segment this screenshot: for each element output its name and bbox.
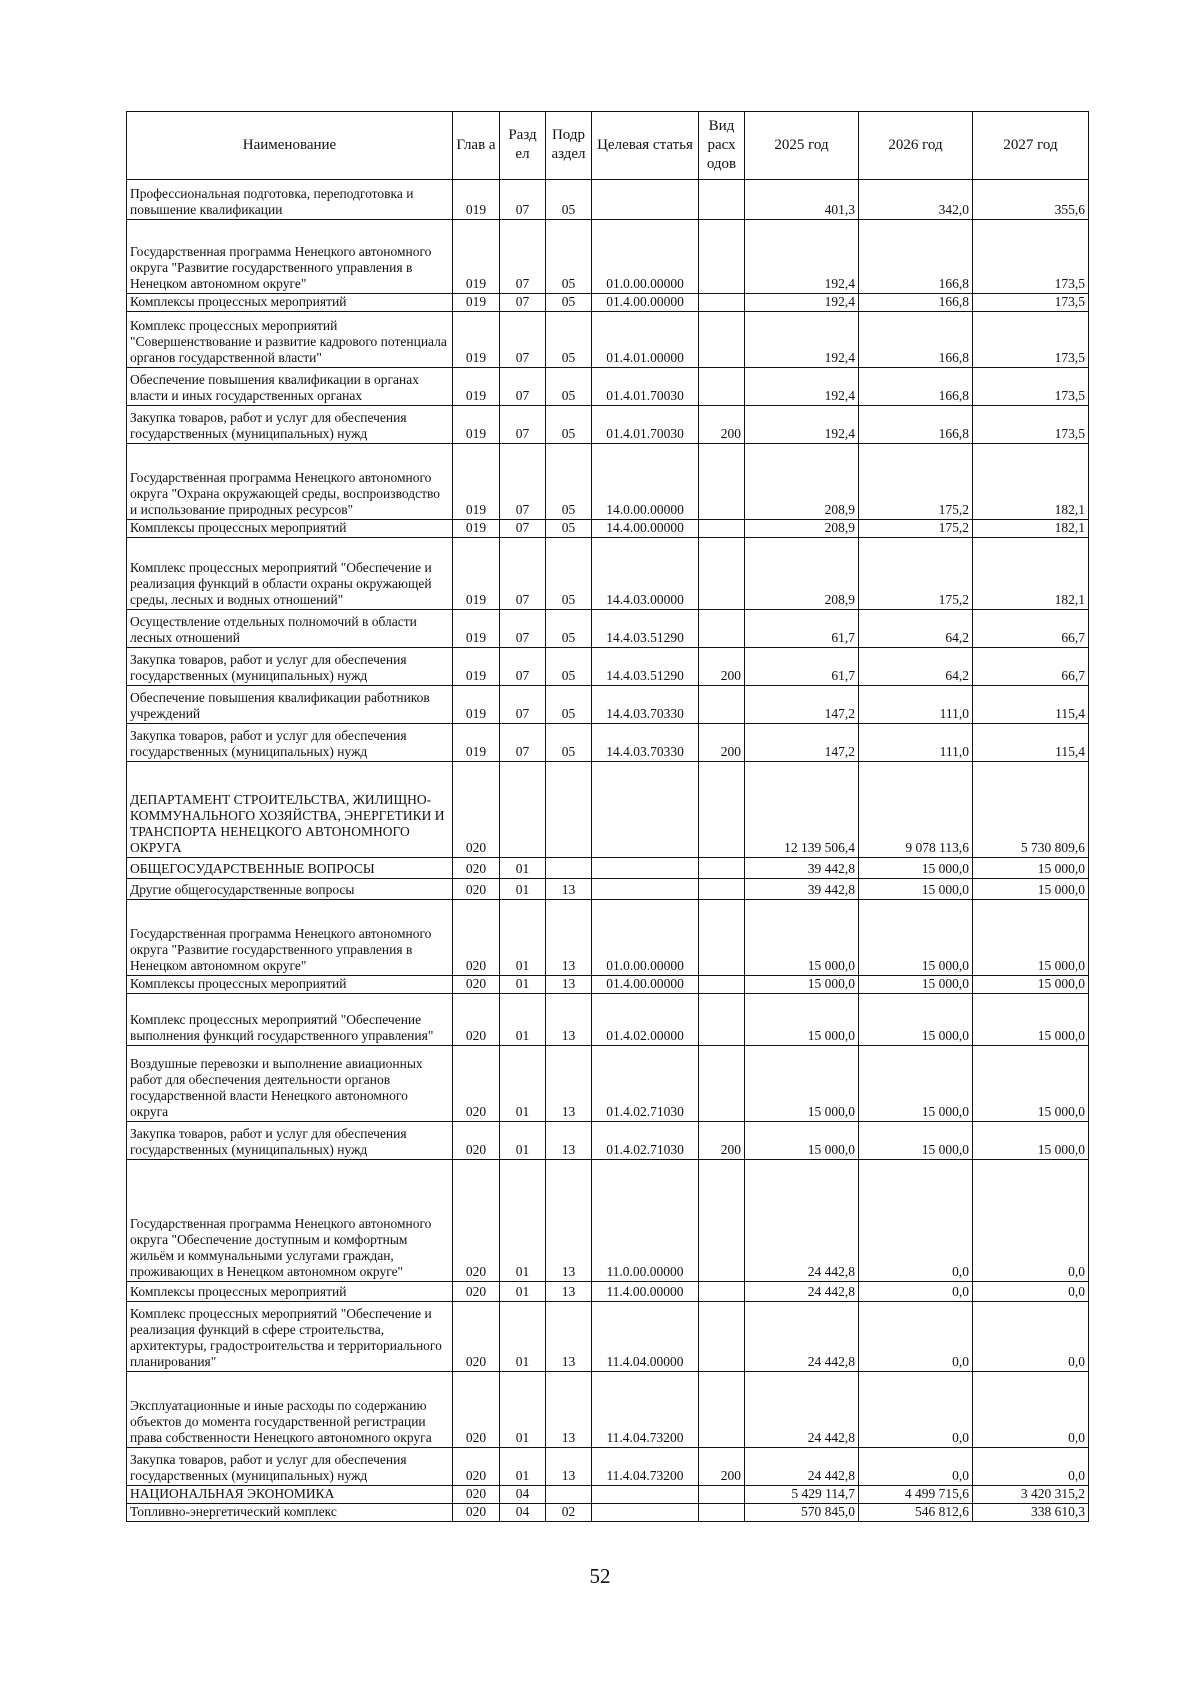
cell-2025: 15 000,0 (745, 1122, 859, 1160)
cell-podrazdel: 13 (546, 1302, 592, 1372)
cell-vid (699, 294, 745, 312)
cell-statya: 14.4.03.70330 (592, 724, 699, 762)
cell-statya: 01.4.02.71030 (592, 1122, 699, 1160)
cell-vid (699, 1486, 745, 1504)
header-podrazdel: Подр аздел (546, 112, 592, 180)
header-2025: 2025 год (745, 112, 859, 180)
table-row (127, 1486, 1089, 1504)
cell-vid (699, 976, 745, 994)
cell-vid (699, 762, 745, 858)
cell-podrazdel: 13 (546, 900, 592, 976)
header-2026: 2026 год (859, 112, 973, 180)
cell-2027: 15 000,0 (973, 994, 1089, 1046)
cell-name: Эксплуатационные и иные расходы по содержанию объектов до момента государственной регистрации права собственности Ненецкого автономного округа (127, 1372, 453, 1448)
cell-2025: 15 000,0 (745, 900, 859, 976)
header-glava: Глав а (453, 112, 500, 180)
cell-glava: 019 (453, 610, 500, 648)
cell-name: Комплексы процессных мероприятий (127, 520, 453, 538)
cell-razdel: 07 (500, 538, 546, 610)
cell-2026: 166,8 (859, 294, 973, 312)
cell-podrazdel: 13 (546, 976, 592, 994)
cell-name: Государственная программа Ненецкого автономного округа "Охрана окружающей среды, воспроизводство и использование природных ресурсов" (127, 444, 453, 520)
cell-razdel: 07 (500, 180, 546, 220)
cell-glava: 019 (453, 312, 500, 368)
cell-2026: 0,0 (859, 1160, 973, 1282)
cell-2027: 0,0 (973, 1372, 1089, 1448)
cell-2025: 147,2 (745, 724, 859, 762)
cell-glava: 019 (453, 220, 500, 294)
cell-2025: 192,4 (745, 294, 859, 312)
cell-vid (699, 220, 745, 294)
cell-razdel: 01 (500, 900, 546, 976)
cell-vid: 200 (699, 406, 745, 444)
cell-glava: 019 (453, 686, 500, 724)
cell-2025: 570 845,0 (745, 1504, 859, 1522)
cell-2027: 173,5 (973, 406, 1089, 444)
cell-podrazdel: 05 (546, 406, 592, 444)
cell-glava: 019 (453, 724, 500, 762)
cell-2027: 115,4 (973, 686, 1089, 724)
cell-2026: 15 000,0 (859, 1122, 973, 1160)
cell-vid: 200 (699, 1122, 745, 1160)
cell-name: Закупка товаров, работ и услуг для обеспечения государственных (муниципальных) нужд (127, 724, 453, 762)
header-name: Наименование (127, 112, 453, 180)
cell-2026: 64,2 (859, 648, 973, 686)
cell-glava: 020 (453, 762, 500, 858)
cell-podrazdel: 05 (546, 520, 592, 538)
cell-razdel (500, 762, 546, 858)
cell-razdel: 07 (500, 312, 546, 368)
cell-2026: 0,0 (859, 1302, 973, 1372)
cell-2027: 182,1 (973, 444, 1089, 520)
cell-statya: 01.4.01.70030 (592, 406, 699, 444)
cell-2025: 12 139 506,4 (745, 762, 859, 858)
cell-2025: 5 429 114,7 (745, 1486, 859, 1504)
cell-2026: 15 000,0 (859, 994, 973, 1046)
cell-statya: 14.4.03.70330 (592, 686, 699, 724)
table-row (127, 976, 1089, 994)
cell-razdel: 07 (500, 294, 546, 312)
table-row (127, 1122, 1089, 1160)
cell-podrazdel: 13 (546, 1282, 592, 1302)
table-row (127, 724, 1089, 762)
cell-statya: 01.4.02.71030 (592, 1046, 699, 1122)
cell-2027: 15 000,0 (973, 900, 1089, 976)
cell-vid (699, 1282, 745, 1302)
cell-statya: 01.4.00.00000 (592, 976, 699, 994)
cell-2027: 15 000,0 (973, 1122, 1089, 1160)
cell-razdel: 07 (500, 520, 546, 538)
cell-name: Комплексы процессных мероприятий (127, 1282, 453, 1302)
cell-vid (699, 879, 745, 900)
cell-2026: 166,8 (859, 220, 973, 294)
table-row (127, 762, 1089, 858)
cell-2025: 192,4 (745, 406, 859, 444)
cell-2025: 24 442,8 (745, 1372, 859, 1448)
cell-razdel: 07 (500, 724, 546, 762)
cell-2026: 9 078 113,6 (859, 762, 973, 858)
cell-2026: 15 000,0 (859, 858, 973, 879)
cell-2026: 166,8 (859, 312, 973, 368)
cell-podrazdel: 05 (546, 686, 592, 724)
cell-glava: 020 (453, 1448, 500, 1486)
cell-podrazdel: 05 (546, 724, 592, 762)
table-row (127, 1160, 1089, 1282)
table-row (127, 858, 1089, 879)
cell-razdel: 01 (500, 994, 546, 1046)
cell-name: Государственная программа Ненецкого автономного округа "Развитие государственного управления в Ненецком автономном округе" (127, 900, 453, 976)
cell-2027: 5 730 809,6 (973, 762, 1089, 858)
cell-glava: 019 (453, 648, 500, 686)
budget-table (126, 111, 1089, 1522)
cell-statya: 14.4.03.00000 (592, 538, 699, 610)
cell-glava: 020 (453, 858, 500, 879)
cell-glava: 020 (453, 900, 500, 976)
cell-name: ОБЩЕГОСУДАРСТВЕННЫЕ ВОПРОСЫ (127, 858, 453, 879)
cell-razdel: 07 (500, 368, 546, 406)
cell-podrazdel: 02 (546, 1504, 592, 1522)
cell-podrazdel: 13 (546, 1160, 592, 1282)
table-row (127, 520, 1089, 538)
cell-2027: 173,5 (973, 368, 1089, 406)
table-row (127, 610, 1089, 648)
cell-statya (592, 879, 699, 900)
cell-statya: 01.0.00.00000 (592, 900, 699, 976)
table-row (127, 1282, 1089, 1302)
cell-glava: 020 (453, 1302, 500, 1372)
cell-2026: 166,8 (859, 368, 973, 406)
cell-vid (699, 858, 745, 879)
cell-2025: 208,9 (745, 520, 859, 538)
cell-2025: 15 000,0 (745, 1046, 859, 1122)
cell-2027: 115,4 (973, 724, 1089, 762)
cell-vid (699, 520, 745, 538)
table-row (127, 1372, 1089, 1448)
cell-vid (699, 180, 745, 220)
cell-name: ДЕПАРТАМЕНТ СТРОИТЕЛЬСТВА, ЖИЛИЩНО-КОММУНАЛЬНОГО ХОЗЯЙСТВА, ЭНЕРГЕТИКИ И ТРАНСПОРТА НЕНЕЦКОГО АВТОНОМНОГО ОКРУГА (127, 762, 453, 858)
cell-glava: 019 (453, 180, 500, 220)
cell-name: Закупка товаров, работ и услуг для обеспечения государственных (муниципальных) нужд (127, 1448, 453, 1486)
table-row (127, 294, 1089, 312)
cell-razdel: 04 (500, 1504, 546, 1522)
cell-razdel: 01 (500, 1302, 546, 1372)
cell-2025: 192,4 (745, 312, 859, 368)
cell-podrazdel (546, 1486, 592, 1504)
cell-razdel: 07 (500, 686, 546, 724)
cell-2026: 166,8 (859, 406, 973, 444)
cell-vid (699, 1504, 745, 1522)
cell-podrazdel: 05 (546, 180, 592, 220)
cell-razdel: 01 (500, 1448, 546, 1486)
cell-2026: 0,0 (859, 1282, 973, 1302)
cell-statya (592, 858, 699, 879)
cell-2027: 173,5 (973, 312, 1089, 368)
header-razdel: Разд ел (500, 112, 546, 180)
cell-2025: 15 000,0 (745, 994, 859, 1046)
header-vid: Вид расх одов (699, 112, 745, 180)
cell-statya: 11.4.00.00000 (592, 1282, 699, 1302)
cell-glava: 020 (453, 1486, 500, 1504)
cell-podrazdel: 13 (546, 1122, 592, 1160)
cell-razdel: 01 (500, 879, 546, 900)
cell-2025: 208,9 (745, 538, 859, 610)
cell-2027: 66,7 (973, 610, 1089, 648)
cell-podrazdel: 13 (546, 1372, 592, 1448)
cell-name: Комплекс процессных мероприятий "Обеспечение выполнения функций государственного управления" (127, 994, 453, 1046)
table-row (127, 994, 1089, 1046)
cell-glava: 020 (453, 879, 500, 900)
cell-2026: 175,2 (859, 538, 973, 610)
cell-2027: 15 000,0 (973, 858, 1089, 879)
cell-name: Комплекс процессных мероприятий "Обеспечение и реализация функций в области охраны окружающей среды, лесных и водных отношений" (127, 538, 453, 610)
cell-glava: 020 (453, 994, 500, 1046)
cell-statya: 11.4.04.73200 (592, 1372, 699, 1448)
cell-2025: 39 442,8 (745, 858, 859, 879)
cell-name: Закупка товаров, работ и услуг для обеспечения государственных (муниципальных) нужд (127, 406, 453, 444)
cell-2027: 0,0 (973, 1282, 1089, 1302)
cell-podrazdel: 13 (546, 994, 592, 1046)
cell-2027: 173,5 (973, 294, 1089, 312)
cell-2027: 15 000,0 (973, 879, 1089, 900)
cell-2027: 182,1 (973, 520, 1089, 538)
table-row (127, 180, 1089, 220)
cell-name: Обеспечение повышения квалификации в органах власти и иных государственных органах (127, 368, 453, 406)
cell-2027: 66,7 (973, 648, 1089, 686)
cell-2026: 0,0 (859, 1372, 973, 1448)
cell-2025: 24 442,8 (745, 1448, 859, 1486)
cell-razdel: 01 (500, 1372, 546, 1448)
cell-razdel: 01 (500, 976, 546, 994)
cell-glava: 019 (453, 444, 500, 520)
cell-podrazdel: 05 (546, 610, 592, 648)
header-2027: 2027 год (973, 112, 1089, 180)
cell-2026: 15 000,0 (859, 976, 973, 994)
cell-razdel: 07 (500, 444, 546, 520)
cell-2027: 3 420 315,2 (973, 1486, 1089, 1504)
table-row (127, 312, 1089, 368)
cell-razdel: 07 (500, 648, 546, 686)
cell-razdel: 01 (500, 1160, 546, 1282)
cell-podrazdel: 05 (546, 294, 592, 312)
table-body (127, 180, 1089, 1522)
cell-vid (699, 994, 745, 1046)
cell-statya: 14.4.00.00000 (592, 520, 699, 538)
cell-statya: 11.4.04.00000 (592, 1302, 699, 1372)
cell-podrazdel: 05 (546, 220, 592, 294)
table-row (127, 879, 1089, 900)
table-row (127, 538, 1089, 610)
cell-vid (699, 686, 745, 724)
cell-statya: 01.0.00.00000 (592, 220, 699, 294)
cell-podrazdel: 05 (546, 444, 592, 520)
cell-name: Другие общегосударственные вопросы (127, 879, 453, 900)
cell-name: Закупка товаров, работ и услуг для обеспечения государственных (муниципальных) нужд (127, 1122, 453, 1160)
cell-statya: 14.4.03.51290 (592, 610, 699, 648)
cell-statya: 14.4.03.51290 (592, 648, 699, 686)
table-row (127, 368, 1089, 406)
cell-statya: 01.4.01.70030 (592, 368, 699, 406)
cell-razdel: 01 (500, 1282, 546, 1302)
cell-glava: 019 (453, 520, 500, 538)
cell-vid: 200 (699, 724, 745, 762)
cell-statya (592, 1486, 699, 1504)
cell-2027: 15 000,0 (973, 1046, 1089, 1122)
cell-name: Комплекс процессных мероприятий "Обеспечение и реализация функций в сфере строительства, архитектуры, градостроительства и территориального планирования" (127, 1302, 453, 1372)
cell-name: НАЦИОНАЛЬНАЯ ЭКОНОМИКА (127, 1486, 453, 1504)
table-row (127, 1448, 1089, 1486)
cell-2027: 355,6 (973, 180, 1089, 220)
cell-vid (699, 312, 745, 368)
cell-razdel: 04 (500, 1486, 546, 1504)
cell-2026: 0,0 (859, 1448, 973, 1486)
table-row (127, 220, 1089, 294)
cell-glava: 020 (453, 1160, 500, 1282)
cell-2026: 342,0 (859, 180, 973, 220)
cell-glava: 019 (453, 538, 500, 610)
cell-2027: 0,0 (973, 1160, 1089, 1282)
cell-2027: 182,1 (973, 538, 1089, 610)
cell-name: Комплексы процессных мероприятий (127, 976, 453, 994)
cell-vid (699, 1046, 745, 1122)
header-statya: Целевая статья (592, 112, 699, 180)
page-number: 52 (589, 1564, 611, 1588)
cell-statya: 01.4.01.00000 (592, 312, 699, 368)
cell-2026: 64,2 (859, 610, 973, 648)
cell-2025: 15 000,0 (745, 976, 859, 994)
cell-glava: 019 (453, 368, 500, 406)
cell-2025: 401,3 (745, 180, 859, 220)
cell-2026: 15 000,0 (859, 1046, 973, 1122)
cell-2027: 338 610,3 (973, 1504, 1089, 1522)
cell-razdel: 01 (500, 1122, 546, 1160)
cell-2025: 24 442,8 (745, 1160, 859, 1282)
cell-name: Государственная программа Ненецкого автономного округа "Развитие государственного управления в Ненецком автономном округе" (127, 220, 453, 294)
cell-2025: 24 442,8 (745, 1302, 859, 1372)
cell-glava: 020 (453, 976, 500, 994)
cell-podrazdel: 05 (546, 648, 592, 686)
cell-statya: 14.0.00.00000 (592, 444, 699, 520)
cell-name: Осуществление отдельных полномочий в области лесных отношений (127, 610, 453, 648)
cell-2025: 24 442,8 (745, 1282, 859, 1302)
cell-name: Комплекс процессных мероприятий "Совершенствование и развитие кадрового потенциала органов государственной власти" (127, 312, 453, 368)
table-row (127, 444, 1089, 520)
cell-statya (592, 1504, 699, 1522)
cell-statya: 01.4.00.00000 (592, 294, 699, 312)
cell-2027: 0,0 (973, 1302, 1089, 1372)
cell-2025: 208,9 (745, 444, 859, 520)
cell-2025: 147,2 (745, 686, 859, 724)
cell-vid (699, 538, 745, 610)
cell-statya (592, 762, 699, 858)
cell-statya: 11.4.04.73200 (592, 1448, 699, 1486)
cell-glava: 020 (453, 1046, 500, 1122)
cell-vid (699, 368, 745, 406)
table-row (127, 900, 1089, 976)
cell-razdel: 07 (500, 610, 546, 648)
cell-glava: 020 (453, 1282, 500, 1302)
cell-podrazdel: 05 (546, 368, 592, 406)
cell-2025: 192,4 (745, 220, 859, 294)
cell-podrazdel (546, 858, 592, 879)
table-header-row (127, 112, 1089, 180)
cell-glava: 020 (453, 1504, 500, 1522)
cell-vid: 200 (699, 648, 745, 686)
cell-vid (699, 1160, 745, 1282)
cell-2025: 192,4 (745, 368, 859, 406)
cell-statya: 01.4.02.00000 (592, 994, 699, 1046)
cell-vid (699, 610, 745, 648)
cell-vid: 200 (699, 1448, 745, 1486)
cell-name: Воздушные перевозки и выполнение авиационных работ для обеспечения деятельности органов государственной власти Ненецкого автономного округа (127, 1046, 453, 1122)
cell-2027: 173,5 (973, 220, 1089, 294)
cell-glava: 020 (453, 1372, 500, 1448)
cell-vid (699, 1302, 745, 1372)
cell-2026: 546 812,6 (859, 1504, 973, 1522)
cell-name: Обеспечение повышения квалификации работников учреждений (127, 686, 453, 724)
cell-name: Закупка товаров, работ и услуг для обеспечения государственных (муниципальных) нужд (127, 648, 453, 686)
table-row (127, 1302, 1089, 1372)
cell-2026: 111,0 (859, 724, 973, 762)
cell-razdel: 01 (500, 858, 546, 879)
cell-vid (699, 900, 745, 976)
cell-podrazdel: 13 (546, 879, 592, 900)
cell-glava: 019 (453, 294, 500, 312)
cell-podrazdel: 13 (546, 1046, 592, 1122)
cell-podrazdel (546, 762, 592, 858)
cell-glava: 019 (453, 406, 500, 444)
table-row (127, 1046, 1089, 1122)
cell-razdel: 07 (500, 220, 546, 294)
cell-2026: 111,0 (859, 686, 973, 724)
cell-podrazdel: 13 (546, 1448, 592, 1486)
table-row (127, 648, 1089, 686)
cell-2025: 61,7 (745, 648, 859, 686)
cell-2025: 61,7 (745, 610, 859, 648)
cell-vid (699, 1372, 745, 1448)
cell-name: Комплексы процессных мероприятий (127, 294, 453, 312)
cell-statya (592, 180, 699, 220)
table-row (127, 1504, 1089, 1522)
cell-razdel: 07 (500, 406, 546, 444)
table-row (127, 686, 1089, 724)
cell-2025: 39 442,8 (745, 879, 859, 900)
cell-2026: 15 000,0 (859, 900, 973, 976)
cell-2026: 175,2 (859, 444, 973, 520)
cell-glava: 020 (453, 1122, 500, 1160)
cell-podrazdel: 05 (546, 312, 592, 368)
cell-2027: 15 000,0 (973, 976, 1089, 994)
cell-2026: 175,2 (859, 520, 973, 538)
cell-vid (699, 444, 745, 520)
cell-2026: 4 499 715,6 (859, 1486, 973, 1504)
cell-2027: 0,0 (973, 1448, 1089, 1486)
cell-name: Профессиональная подготовка, переподготовка и повышение квалификации (127, 180, 453, 220)
table-row (127, 406, 1089, 444)
cell-name: Государственная программа Ненецкого автономного округа "Обеспечение доступным и комфортным жильём и коммунальными услугами граждан, проживающих в Ненецком автономном округе" (127, 1160, 453, 1282)
cell-name: Топливно-энергетический комплекс (127, 1504, 453, 1522)
cell-statya: 11.0.00.00000 (592, 1160, 699, 1282)
cell-podrazdel: 05 (546, 538, 592, 610)
cell-razdel: 01 (500, 1046, 546, 1122)
cell-2026: 15 000,0 (859, 879, 973, 900)
